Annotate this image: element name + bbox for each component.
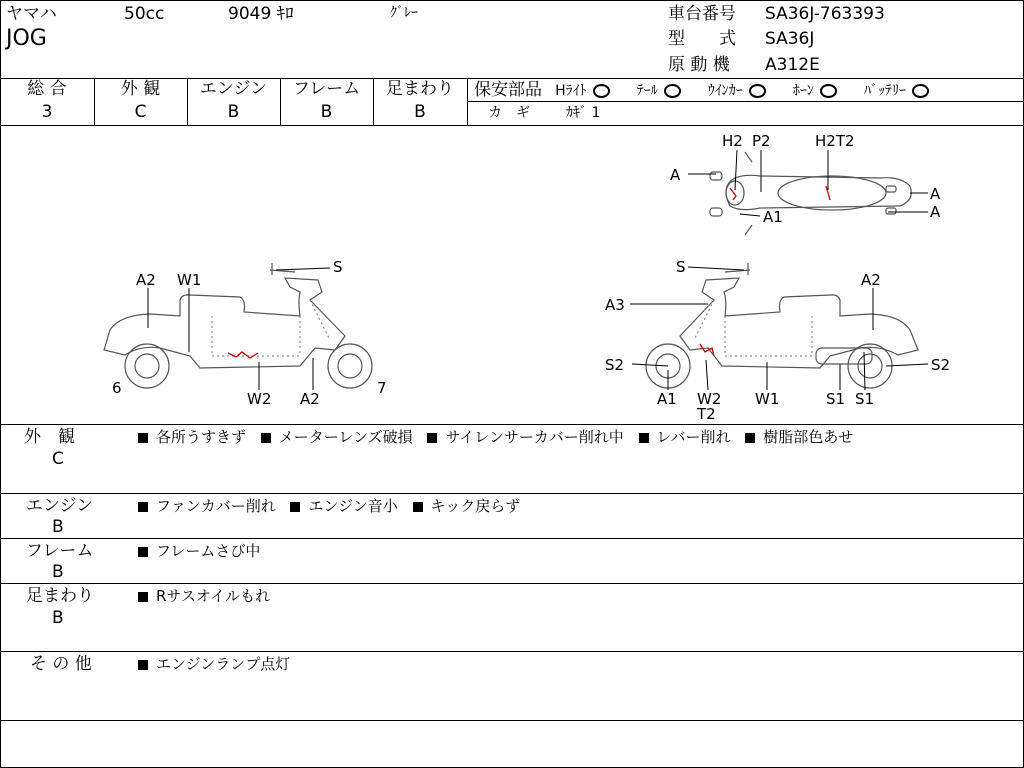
grade-value-suspension: B xyxy=(414,102,426,122)
note-item: レバー削れ xyxy=(639,428,731,446)
divider xyxy=(0,493,1024,494)
label-s2: S2 xyxy=(931,356,951,374)
type-value: SA36J xyxy=(765,29,815,49)
note-section-grade: B xyxy=(52,517,64,537)
safety-item: ﾎｰﾝ xyxy=(793,83,837,99)
frame-no: SA36J-763393 xyxy=(765,4,885,24)
note-item: フレームさび中 xyxy=(138,542,260,560)
note-section-title: 外 観 xyxy=(24,427,75,447)
note-items xyxy=(138,589,280,604)
safety-label: 保安部品 xyxy=(474,80,542,100)
key-value: ｶｷﾞ 1 xyxy=(566,105,601,121)
grade-label-overall: 総 合 xyxy=(27,79,67,99)
safety-item: ﾃｰﾙ xyxy=(637,83,681,99)
maker: ヤマハ xyxy=(6,4,57,24)
grade-label-frame: フレーム xyxy=(292,79,361,99)
grade-value-frame: B xyxy=(320,102,333,122)
note-item: エンジン音小 xyxy=(290,497,397,515)
bullet-square-icon xyxy=(138,433,148,443)
divider xyxy=(0,651,1024,652)
label-t2: T2 xyxy=(697,405,716,423)
ok-circle-icon xyxy=(749,84,766,98)
safety-item: ﾊﾞｯﾃﾘｰ xyxy=(864,83,929,99)
label-a: A xyxy=(930,185,941,203)
label-h2t2: H2T2 xyxy=(815,132,855,150)
label-w2: W2 xyxy=(247,390,272,408)
divider xyxy=(467,101,1024,102)
label-s: S xyxy=(676,258,686,276)
divider xyxy=(467,78,468,125)
mileage: 9049 ｷﾛ xyxy=(228,4,294,24)
grade-label-appearance: 外 観 xyxy=(120,79,161,99)
grade-value-engine: B xyxy=(227,102,240,122)
grade-value-appearance: C xyxy=(134,102,147,122)
note-section-grade: B xyxy=(52,608,64,628)
grade-label-suspension: 足まわり xyxy=(386,79,454,99)
scooter-top-view xyxy=(710,152,911,235)
label-p2: P2 xyxy=(752,132,771,150)
label-a1: A1 xyxy=(763,208,783,226)
bullet-square-icon xyxy=(413,502,423,512)
ok-circle-icon xyxy=(820,84,837,98)
safety-item: ｳｲﾝｶｰ xyxy=(708,83,766,99)
bullet-square-icon xyxy=(138,660,148,670)
label-a: A xyxy=(670,166,681,184)
note-section-title: そ の 他 xyxy=(30,654,92,674)
model-name: JOG xyxy=(6,26,47,51)
label-a: A xyxy=(930,203,941,221)
note-section-title: 足まわり xyxy=(26,586,94,606)
label-w1: W1 xyxy=(177,271,202,289)
label-s1: S1 xyxy=(826,390,846,408)
note-items xyxy=(138,430,863,445)
color: ｸﾞﾚｰ xyxy=(390,5,418,21)
engine-label: 原 動 機 xyxy=(668,55,730,75)
safety-parts xyxy=(474,82,929,99)
ok-circle-icon xyxy=(912,84,929,98)
note-item: 各所うすきず xyxy=(138,428,246,446)
label-a2: A2 xyxy=(300,390,320,408)
displacement: 50cc xyxy=(124,4,165,24)
engine-value: A312E xyxy=(765,55,820,75)
label-s1: S1 xyxy=(855,390,875,408)
frame-no-label: 車台番号 xyxy=(668,4,736,24)
label-s2: S2 xyxy=(605,356,625,374)
note-section-title: エンジン xyxy=(26,496,94,516)
label-a2: A2 xyxy=(861,271,881,289)
note-section-title: フレーム xyxy=(26,541,94,561)
bullet-square-icon xyxy=(639,433,649,443)
note-item: メーターレンズ破損 xyxy=(261,428,413,446)
divider xyxy=(0,583,1024,584)
note-section-grade: B xyxy=(52,562,64,582)
label-w2: W2 xyxy=(697,390,722,408)
bullet-square-icon xyxy=(290,502,300,512)
divider xyxy=(0,424,1024,425)
bullet-square-icon xyxy=(138,502,148,512)
note-item: エンジンランプ点灯 xyxy=(138,655,290,673)
ok-circle-icon xyxy=(593,84,610,98)
note-item: サイレンサーカバー削れ中 xyxy=(427,428,623,446)
safety-item: Hﾗｲﾄ xyxy=(555,83,610,99)
note-item: ファンカバー削れ xyxy=(138,497,276,515)
label-7: 7 xyxy=(377,379,387,397)
label-s: S xyxy=(333,258,343,276)
bullet-square-icon xyxy=(138,592,148,602)
label-a1: A1 xyxy=(657,390,677,408)
note-item: Rサスオイルもれ xyxy=(138,587,270,605)
note-items xyxy=(138,499,530,514)
label-a2: A2 xyxy=(136,271,156,289)
divider xyxy=(0,720,1024,721)
damage-diagram xyxy=(0,126,1024,424)
note-item: 樹脂部色あせ xyxy=(745,428,853,446)
label-w1: W1 xyxy=(755,390,780,408)
label-h2: H2 xyxy=(722,132,743,150)
type-label: 型 式 xyxy=(668,29,736,49)
note-section-grade: C xyxy=(52,449,64,469)
bullet-square-icon xyxy=(427,433,437,443)
note-items xyxy=(138,657,300,672)
note-item: キック戻らず xyxy=(413,497,521,515)
label-a3: A3 xyxy=(605,296,625,314)
divider xyxy=(0,538,1024,539)
bullet-square-icon xyxy=(745,433,755,443)
bullet-square-icon xyxy=(138,547,148,557)
grade-label-engine: エンジン xyxy=(199,79,268,99)
label-6: 6 xyxy=(112,379,122,397)
key-label: カ ギ xyxy=(488,105,530,121)
ok-circle-icon xyxy=(664,84,681,98)
note-items xyxy=(138,544,270,559)
grade-value-overall: 3 xyxy=(41,102,53,122)
bullet-square-icon xyxy=(261,433,271,443)
